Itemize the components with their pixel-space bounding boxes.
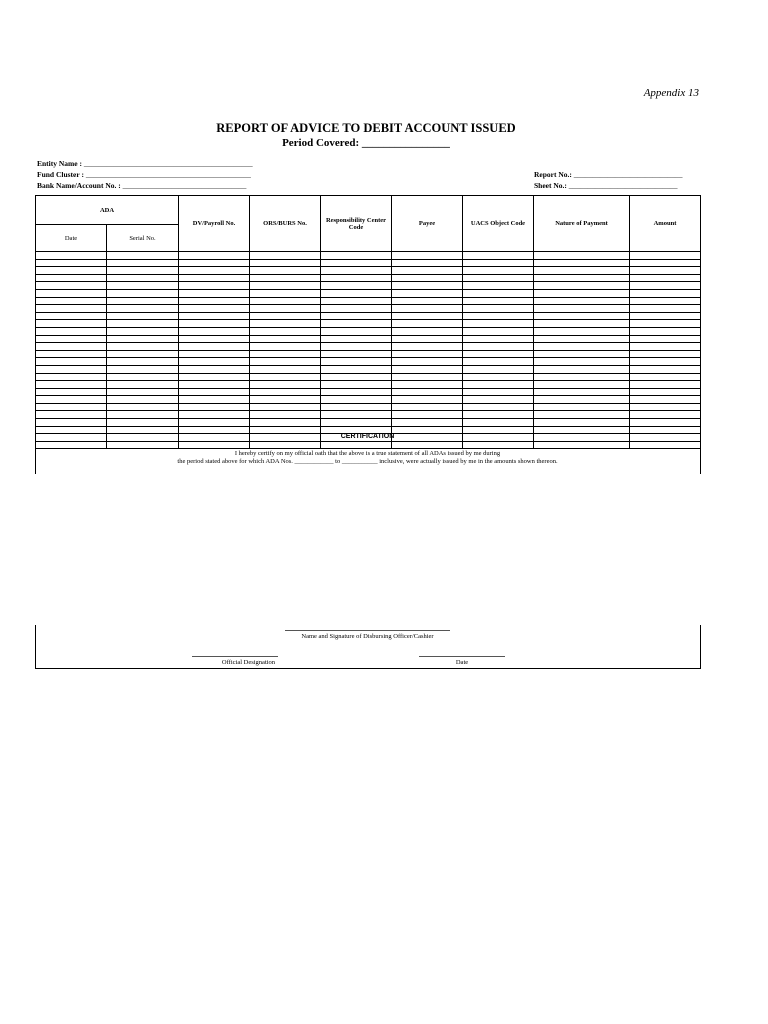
table-cell	[107, 403, 179, 411]
table-cell	[630, 312, 701, 320]
table-cell	[36, 411, 107, 419]
table-cell	[534, 297, 630, 305]
table-cell	[321, 252, 392, 260]
table-cell	[179, 388, 250, 396]
table-row	[36, 381, 701, 389]
table-cell	[463, 305, 534, 313]
table-row	[36, 305, 701, 313]
table-cell	[250, 252, 321, 260]
table-cell	[250, 297, 321, 305]
table-cell	[250, 305, 321, 313]
table-cell	[36, 403, 107, 411]
table-cell	[250, 373, 321, 381]
table-cell	[392, 411, 463, 419]
table-cell	[107, 282, 179, 290]
table-cell	[321, 411, 392, 419]
table-cell	[534, 396, 630, 404]
table-cell	[179, 259, 250, 267]
table-cell	[179, 403, 250, 411]
table-cell	[179, 373, 250, 381]
table-row	[36, 259, 701, 267]
table-cell	[534, 252, 630, 260]
table-cell	[321, 343, 392, 351]
table-cell	[534, 274, 630, 282]
table-cell	[534, 267, 630, 275]
table-cell	[321, 358, 392, 366]
table-cell	[321, 305, 392, 313]
table-cell	[534, 327, 630, 335]
dv-payroll-header: DV/Payroll No.	[179, 196, 250, 252]
date-line	[419, 656, 505, 657]
table-cell	[321, 282, 392, 290]
table-cell	[36, 305, 107, 313]
table-row	[36, 373, 701, 381]
table-cell	[630, 358, 701, 366]
table-cell	[534, 259, 630, 267]
table-cell	[392, 381, 463, 389]
table-row	[36, 252, 701, 260]
table-row	[36, 312, 701, 320]
table-cell	[36, 350, 107, 358]
table-row	[36, 297, 701, 305]
table-cell	[250, 335, 321, 343]
table-cell	[463, 320, 534, 328]
table-cell	[321, 289, 392, 297]
table-cell	[179, 343, 250, 351]
certification-box	[35, 424, 701, 474]
table-cell	[392, 350, 463, 358]
table-cell	[392, 327, 463, 335]
table-cell	[630, 411, 701, 419]
table-cell	[321, 267, 392, 275]
table-cell	[534, 312, 630, 320]
table-cell	[534, 365, 630, 373]
table-cell	[36, 259, 107, 267]
table-cell	[36, 274, 107, 282]
signature-box	[35, 625, 701, 669]
table-cell	[534, 381, 630, 389]
table-cell	[179, 252, 250, 260]
report-no-field: Report No.: _____________________________	[534, 170, 683, 179]
table-cell	[392, 297, 463, 305]
nature-of-payment-header: Nature of Payment	[534, 196, 630, 252]
table-cell	[179, 267, 250, 275]
table-cell	[463, 274, 534, 282]
table-cell	[463, 365, 534, 373]
table-cell	[392, 335, 463, 343]
table-cell	[630, 403, 701, 411]
table-cell	[107, 335, 179, 343]
certification-title: CERTIFICATION	[340, 433, 395, 440]
table-cell	[179, 320, 250, 328]
table-cell	[463, 327, 534, 335]
table-cell	[107, 358, 179, 366]
table-cell	[36, 396, 107, 404]
table-cell	[463, 289, 534, 297]
table-cell	[321, 335, 392, 343]
table-cell	[463, 282, 534, 290]
table-cell	[179, 289, 250, 297]
table-cell	[630, 289, 701, 297]
table-cell	[534, 335, 630, 343]
ada-register-table	[35, 195, 701, 449]
table-cell	[463, 396, 534, 404]
table-cell	[392, 396, 463, 404]
table-cell	[250, 358, 321, 366]
ada-header: ADA	[36, 196, 179, 225]
table-cell	[534, 343, 630, 351]
table-cell	[107, 259, 179, 267]
table-row	[36, 274, 701, 282]
table-cell	[179, 305, 250, 313]
table-cell	[392, 320, 463, 328]
table-cell	[179, 358, 250, 366]
table-row	[36, 411, 701, 419]
table-cell	[179, 411, 250, 419]
table-cell	[463, 358, 534, 366]
table-cell	[392, 274, 463, 282]
serial-no-header: Serial No.	[107, 225, 179, 252]
official-designation-label: Official Designation	[221, 659, 276, 666]
table-cell	[321, 396, 392, 404]
table-cell	[179, 396, 250, 404]
table-cell	[534, 388, 630, 396]
table-row	[36, 403, 701, 411]
table-cell	[36, 381, 107, 389]
table-cell	[630, 365, 701, 373]
table-cell	[534, 305, 630, 313]
table-cell	[463, 312, 534, 320]
table-cell	[534, 411, 630, 419]
appendix-label: Appendix 13	[643, 87, 699, 99]
table-cell	[179, 312, 250, 320]
table-cell	[463, 403, 534, 411]
table-cell	[463, 388, 534, 396]
ors-burs-header: ORS/BURS No.	[250, 196, 321, 252]
table-cell	[250, 320, 321, 328]
table-cell	[107, 274, 179, 282]
table-cell	[392, 289, 463, 297]
table-cell	[321, 403, 392, 411]
table-cell	[36, 327, 107, 335]
table-cell	[250, 403, 321, 411]
table-row	[36, 282, 701, 290]
table-cell	[630, 297, 701, 305]
table-cell	[250, 396, 321, 404]
table-cell	[107, 365, 179, 373]
table-cell	[36, 358, 107, 366]
table-cell	[107, 312, 179, 320]
table-cell	[107, 327, 179, 335]
table-cell	[36, 297, 107, 305]
fund-cluster-field: Fund Cluster : ____________________________________________	[37, 170, 251, 179]
table-cell	[107, 350, 179, 358]
table-row	[36, 335, 701, 343]
table-cell	[392, 403, 463, 411]
table-cell	[630, 350, 701, 358]
table-cell	[463, 335, 534, 343]
table-cell	[321, 312, 392, 320]
table-cell	[392, 388, 463, 396]
table-row	[36, 358, 701, 366]
table-cell	[36, 343, 107, 351]
table-cell	[392, 343, 463, 351]
table-cell	[250, 312, 321, 320]
table-cell	[534, 358, 630, 366]
table-cell	[630, 305, 701, 313]
table-cell	[321, 365, 392, 373]
table-cell	[534, 320, 630, 328]
table-cell	[250, 274, 321, 282]
table-row	[36, 267, 701, 275]
table-cell	[534, 282, 630, 290]
table-cell	[321, 259, 392, 267]
table-cell	[463, 259, 534, 267]
table-cell	[179, 335, 250, 343]
table-cell	[107, 343, 179, 351]
table-cell	[321, 350, 392, 358]
table-cell	[250, 411, 321, 419]
table-cell	[321, 388, 392, 396]
table-cell	[630, 335, 701, 343]
table-cell	[250, 267, 321, 275]
table-cell	[321, 297, 392, 305]
table-cell	[36, 365, 107, 373]
report-title: REPORT OF ADVICE TO DEBIT ACCOUNT ISSUED	[216, 121, 516, 135]
table-row	[36, 289, 701, 297]
table-row	[36, 388, 701, 396]
disbursing-officer-label: Name and Signature of Disbursing Officer/Cashier	[301, 633, 434, 640]
table-cell	[36, 320, 107, 328]
table-cell	[392, 312, 463, 320]
table-cell	[250, 289, 321, 297]
table-cell	[463, 373, 534, 381]
table-cell	[36, 252, 107, 260]
table-cell	[630, 343, 701, 351]
table-cell	[107, 289, 179, 297]
table-cell	[107, 267, 179, 275]
period-covered: Period Covered: ________________	[282, 137, 450, 149]
table-cell	[630, 320, 701, 328]
table-cell	[107, 396, 179, 404]
table-cell	[107, 305, 179, 313]
table-cell	[534, 350, 630, 358]
table-cell	[107, 320, 179, 328]
certification-text: I hereby certify on my official oath that the above is a true statement of all ADAs issued by me during the period stated above for which ADA Nos. ____________ to ___________ inclusive, were actually issued by me in the amounts shown thereon.	[177, 450, 558, 465]
table-cell	[250, 365, 321, 373]
table-cell	[630, 388, 701, 396]
table-cell	[392, 252, 463, 260]
table-cell	[392, 267, 463, 275]
table-cell	[250, 259, 321, 267]
table-cell	[107, 411, 179, 419]
table-cell	[392, 358, 463, 366]
table-cell	[179, 381, 250, 389]
table-body	[36, 252, 701, 449]
table-cell	[392, 373, 463, 381]
table-cell	[250, 327, 321, 335]
date-label: Date	[455, 659, 469, 666]
table-row	[36, 365, 701, 373]
table-cell	[36, 289, 107, 297]
table-cell	[630, 327, 701, 335]
table-cell	[179, 282, 250, 290]
designation-line	[192, 656, 278, 657]
table-cell	[321, 381, 392, 389]
table-cell	[463, 297, 534, 305]
table-cell	[463, 267, 534, 275]
table-cell	[463, 343, 534, 351]
table-cell	[36, 282, 107, 290]
table-cell	[463, 411, 534, 419]
table-cell	[534, 373, 630, 381]
table-cell	[179, 365, 250, 373]
table-cell	[107, 297, 179, 305]
table-cell	[250, 350, 321, 358]
table-cell	[250, 282, 321, 290]
table-cell	[107, 388, 179, 396]
table-cell	[534, 403, 630, 411]
table-cell	[630, 381, 701, 389]
table-cell	[36, 373, 107, 381]
table-cell	[107, 381, 179, 389]
table-row	[36, 396, 701, 404]
table-cell	[36, 335, 107, 343]
table-cell	[250, 381, 321, 389]
table-cell	[107, 373, 179, 381]
table-row	[36, 350, 701, 358]
table-cell	[630, 282, 701, 290]
table-cell	[179, 327, 250, 335]
table-cell	[392, 365, 463, 373]
amount-header: Amount	[630, 196, 701, 252]
table-cell	[250, 388, 321, 396]
table-cell	[36, 267, 107, 275]
table-cell	[630, 373, 701, 381]
table-cell	[392, 259, 463, 267]
table-cell	[179, 350, 250, 358]
responsibility-center-header: Responsibility Center Code	[321, 196, 392, 252]
table-cell	[36, 312, 107, 320]
payee-header: Payee	[392, 196, 463, 252]
table-row	[36, 327, 701, 335]
table-row	[36, 320, 701, 328]
table-cell	[630, 267, 701, 275]
table-cell	[107, 252, 179, 260]
sheet-no-field: Sheet No.: _____________________________	[534, 181, 678, 190]
table-row	[36, 343, 701, 351]
table-cell	[392, 282, 463, 290]
table-cell	[179, 297, 250, 305]
date-header: Date	[36, 225, 107, 252]
uacs-header: UACS Object Code	[463, 196, 534, 252]
table-cell	[463, 350, 534, 358]
table-cell	[250, 343, 321, 351]
table-cell	[321, 327, 392, 335]
table-cell	[392, 305, 463, 313]
table-cell	[630, 259, 701, 267]
table-cell	[179, 274, 250, 282]
table-cell	[463, 381, 534, 389]
table-cell	[321, 373, 392, 381]
entity-name-field: Entity Name : _____________________________________________	[37, 159, 253, 168]
table-cell	[534, 289, 630, 297]
bank-account-field: Bank Name/Account No. : _________________________________	[37, 181, 247, 190]
disbursing-signature-line	[285, 630, 450, 631]
table-cell	[630, 396, 701, 404]
table-cell	[463, 252, 534, 260]
table-cell	[36, 388, 107, 396]
table-cell	[321, 320, 392, 328]
table-cell	[321, 274, 392, 282]
table-cell	[630, 252, 701, 260]
table-cell	[630, 274, 701, 282]
